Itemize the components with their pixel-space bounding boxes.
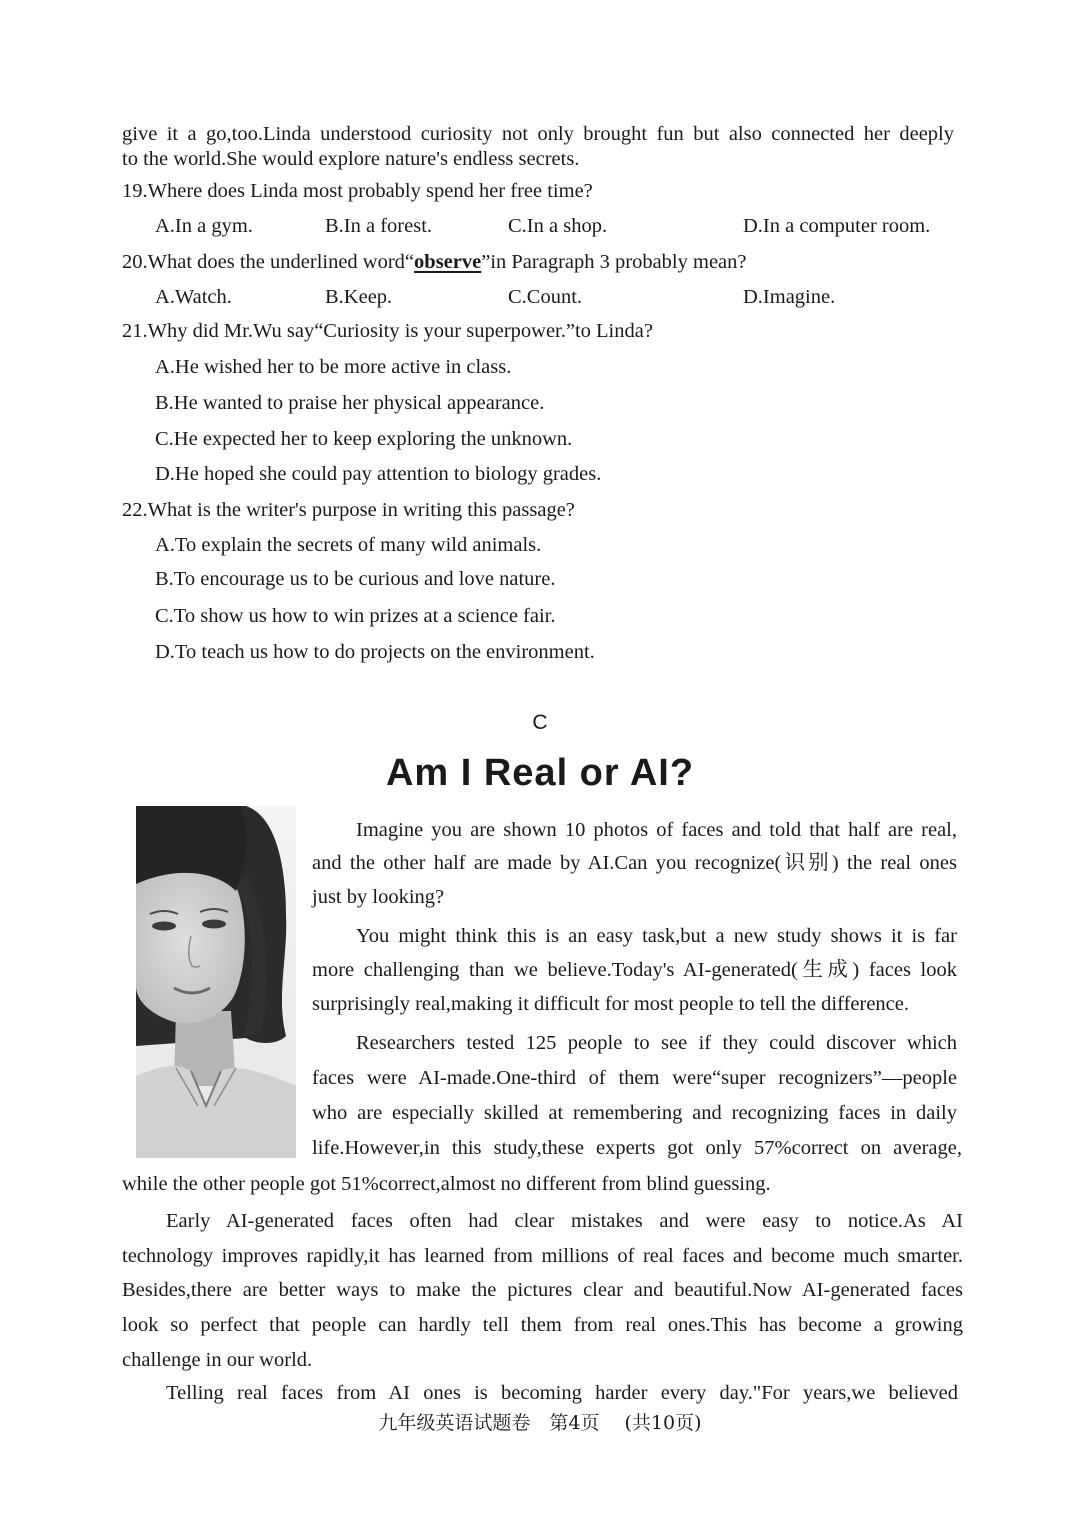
passage-line: Researchers tested 125 people to see if they could discover which [356, 1032, 957, 1054]
q20-stem-before: 20.What does the underlined word“ [122, 251, 415, 273]
passage-line: life.However,in this study,these experts got only 57%correct on average, [312, 1137, 962, 1159]
passage-line: while the other people got 51%correct,almost no different from blind guessing. [122, 1173, 771, 1195]
passage-line: Imagine you are shown 10 photos of faces and told that half are real, [356, 819, 957, 841]
passage-line: Early AI-generated faces often had clear mistakes and were easy to notice.As AI [166, 1210, 963, 1232]
question-21-stem: 21.Why did Mr.Wu say“Curiosity is your superpower.”to Linda? [122, 320, 653, 342]
passage-line: surprisingly real,making it difficult for most people to tell the difference. [312, 993, 910, 1015]
question-22-stem: 22.What is the writer's purpose in writing this passage? [122, 499, 575, 521]
page-footer: 九年级英语试题卷 第4页 (共10页) [378, 1412, 702, 1434]
q19-option-d: D.In a computer room. [743, 215, 931, 237]
q20-stem-after: ”in Paragraph 3 probably mean? [481, 251, 747, 273]
passage-line: technology improves rapidly,it has learned from millions of real faces and become much smarter. [122, 1245, 963, 1267]
passage-line: Besides,there are better ways to make the pictures clear and beautiful.Now AI-generated faces [122, 1279, 963, 1301]
q19-option-a: A.In a gym. [155, 215, 253, 237]
passage-line: more challenging than we believe.Today's AI-generated(生成) faces look [312, 959, 957, 981]
q22-option-c: C.To show us how to win prizes at a science fair. [155, 605, 556, 627]
q22-option-d: D.To teach us how to do projects on the environment. [155, 641, 595, 663]
passage-line: Telling real faces from AI ones is becoming harder every day."For years,we believed [166, 1382, 958, 1404]
q22-option-a: A.To explain the secrets of many wild animals. [155, 534, 542, 556]
q20-option-a: A.Watch. [155, 286, 232, 308]
underlined-word: observe [414, 251, 482, 273]
question-20-stem [122, 249, 747, 275]
paragraph-line: to the world.She would explore nature's endless secrets. [122, 148, 580, 170]
section-letter: C [532, 711, 548, 734]
q21-option-b: B.He wanted to praise her physical appearance. [155, 392, 545, 414]
paragraph-line: give it a go,too.Linda understood curiosity not only brought fun but also connected her deeply [122, 123, 954, 145]
q19-option-c: C.In a shop. [508, 215, 608, 237]
passage-title: Am I Real or AI? [385, 752, 695, 794]
q21-option-c: C.He expected her to keep exploring the unknown. [155, 428, 573, 450]
passage-line: You might think this is an easy task,but a new study shows it is far [356, 925, 957, 947]
passage-line: and the other half are made by AI.Can you recognize(识别) the real ones [312, 852, 957, 874]
q20-option-b: B.Keep. [325, 286, 393, 308]
passage-line: just by looking? [312, 886, 445, 908]
q20-option-c: C.Count. [508, 286, 583, 308]
q19-option-b: B.In a forest. [325, 215, 433, 237]
portrait-photo [136, 806, 296, 1158]
question-19-stem: 19.Where does Linda most probably spend her free time? [122, 180, 593, 202]
passage-line: faces were AI-made.One-third of them were“super recognizers”—people [312, 1067, 957, 1089]
q21-option-a: A.He wished her to be more active in class. [155, 356, 512, 378]
q20-option-d: D.Imagine. [743, 286, 836, 308]
passage-line: challenge in our world. [122, 1349, 313, 1371]
q21-option-d: D.He hoped she could pay attention to biology grades. [155, 463, 602, 485]
q22-option-b: B.To encourage us to be curious and love nature. [155, 568, 556, 590]
passage-line: who are especially skilled at remembering and recognizing faces in daily [312, 1102, 957, 1124]
passage-line: look so perfect that people can hardly tell them from real ones.This has become a growing [122, 1314, 963, 1336]
